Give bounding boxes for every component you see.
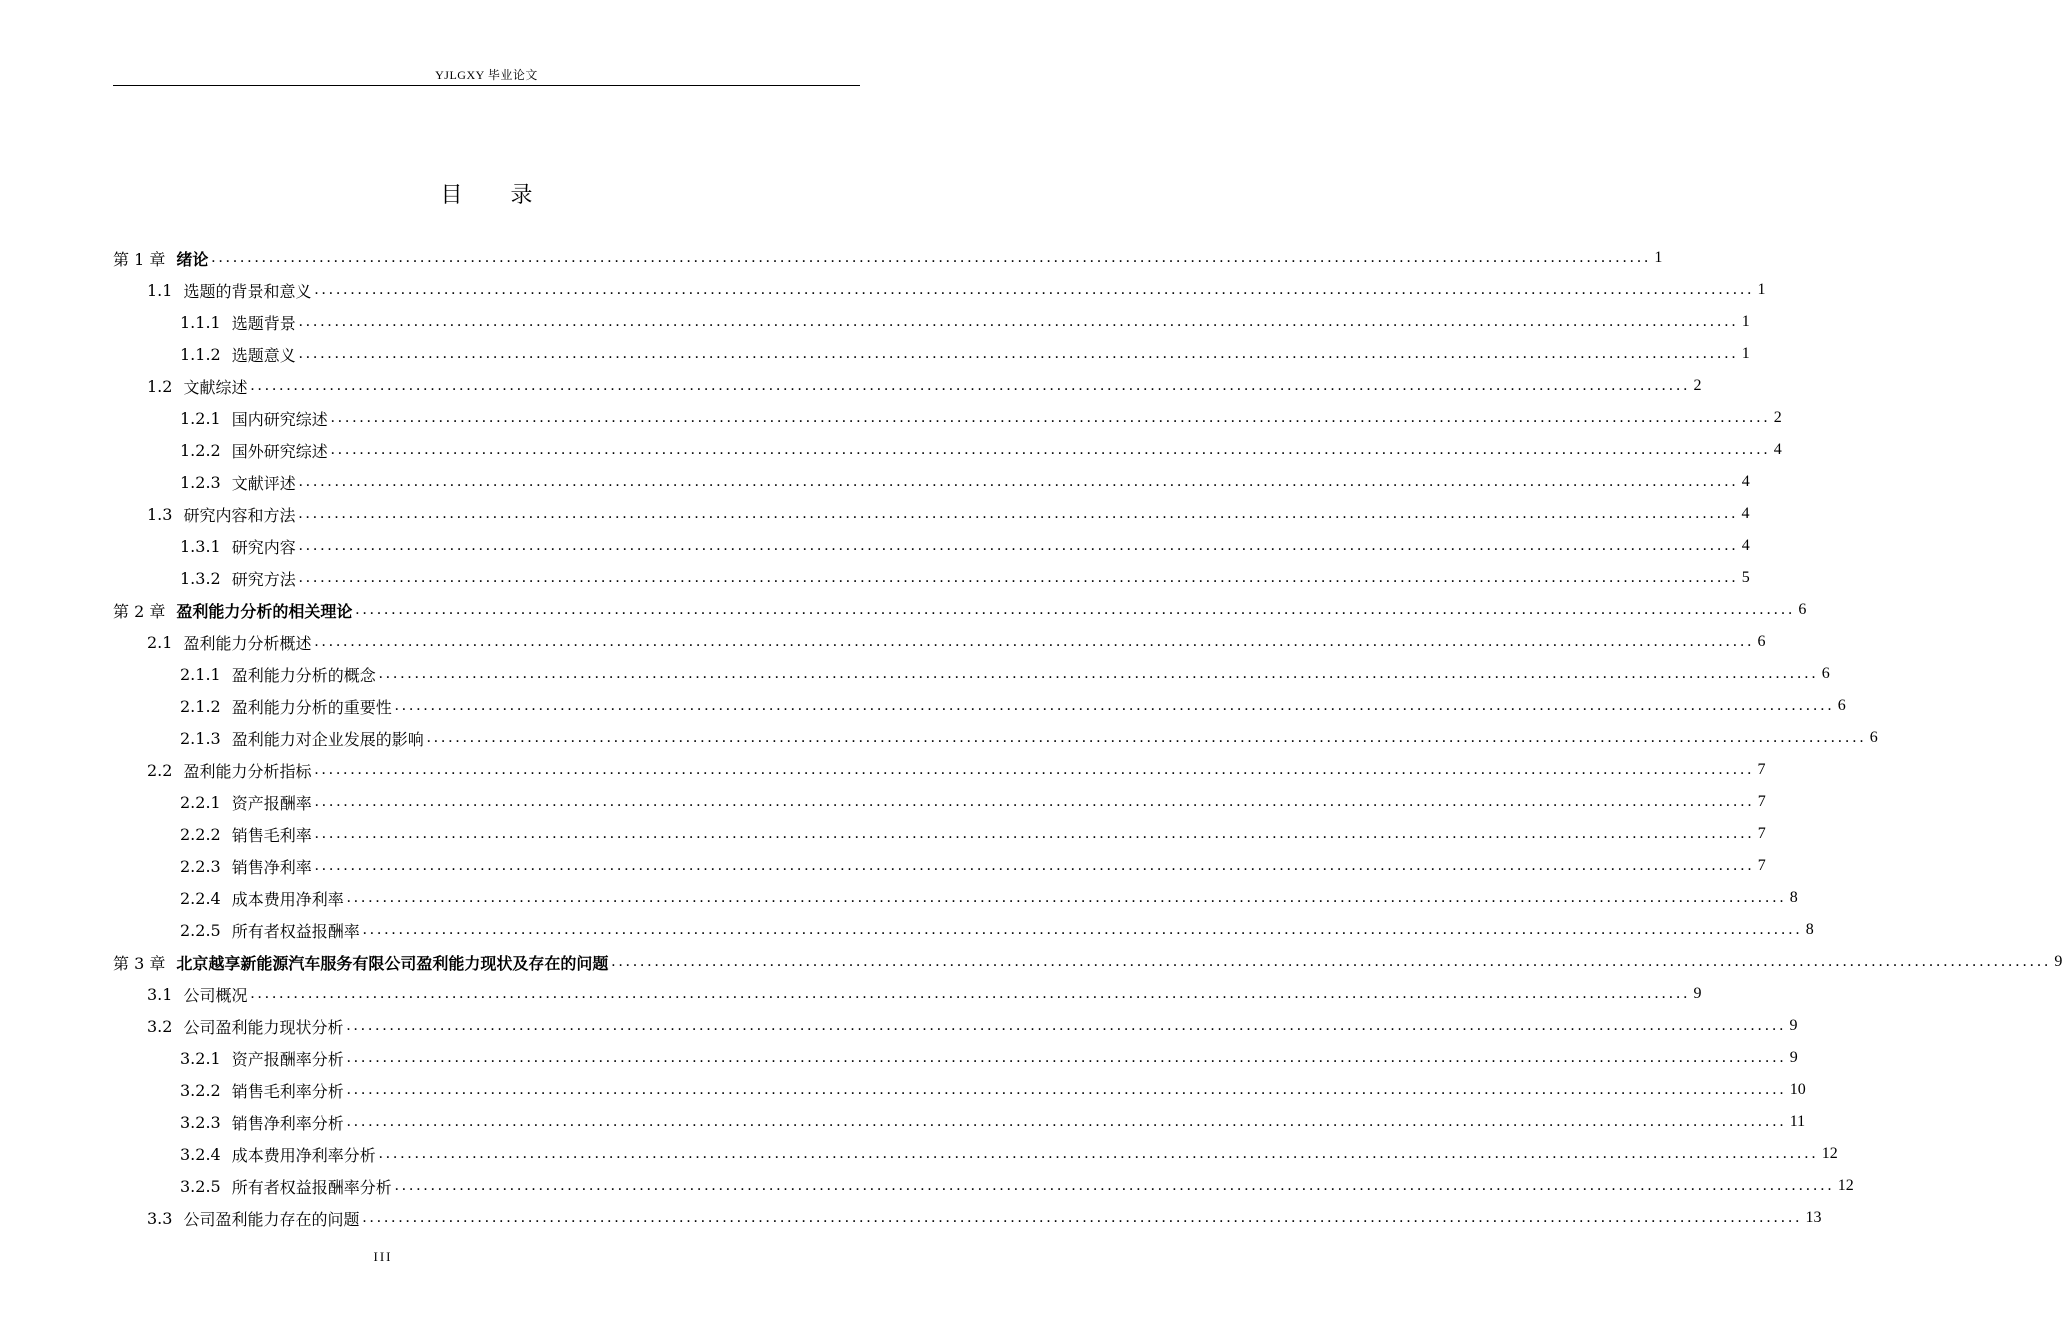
- toc-dot-leader: ........................................................................................................................................................................................................: [314, 633, 1755, 650]
- toc-entry-title: 盈利能力分析的相关理论: [176, 601, 353, 621]
- toc-entry-page: 6: [1821, 665, 1830, 682]
- toc-entry-number: 2.1.1: [180, 664, 221, 684]
- toc-entry-title: 盈利能力分析的概念: [231, 665, 376, 685]
- toc-entry[interactable]: [147, 1202, 1822, 1234]
- toc-entry[interactable]: [180, 1042, 1798, 1074]
- toc-entry-number: 第 2 章: [113, 601, 166, 621]
- toc-entry-number: 3.2.5: [180, 1176, 221, 1196]
- toc-entry[interactable]: [147, 626, 1766, 658]
- toc-entry-number: 第 1 章: [113, 249, 166, 269]
- toc-entry-title: 公司盈利能力存在的问题: [183, 1209, 360, 1229]
- toc-dot-leader: ........................................................................................................................................................................................................: [298, 569, 1739, 586]
- toc-entry-title: 选题意义: [231, 345, 296, 365]
- toc-entry-number: 1.3.2: [180, 568, 221, 588]
- toc-entry-title: 文献综述: [183, 377, 248, 397]
- toc-entry-number: 2.2: [147, 760, 173, 780]
- toc-entry-title: 资产报酬率分析: [231, 1049, 344, 1069]
- toc-dot-leader: ........................................................................................................................................................................................................: [362, 1209, 1803, 1226]
- toc-entry-number: 3.2: [147, 1016, 173, 1036]
- toc-entry-page: 12: [1837, 1177, 1854, 1194]
- toc-entry[interactable]: [147, 370, 1702, 402]
- toc-entry-page: 7: [1757, 793, 1766, 810]
- toc-entry-page: 6: [1798, 601, 1807, 618]
- toc-dot-leader: ........................................................................................................................................................................................................: [298, 505, 1739, 522]
- toc-entry[interactable]: [147, 754, 1766, 786]
- toc-entry[interactable]: [180, 530, 1750, 562]
- toc-dot-leader: ........................................................................................................................................................................................................: [346, 889, 1787, 906]
- toc-dot-leader: ........................................................................................................................................................................................................: [314, 857, 1755, 874]
- toc-dot-leader: ........................................................................................................................................................................................................: [314, 761, 1755, 778]
- toc-entry-title: 研究内容和方法: [183, 505, 296, 525]
- toc-dot-leader: ........................................................................................................................................................................................................: [394, 697, 1835, 714]
- toc-dot-leader: ........................................................................................................................................................................................................: [314, 281, 1755, 298]
- toc-entry[interactable]: [180, 1138, 1838, 1170]
- toc-entry[interactable]: [180, 1170, 1854, 1202]
- toc-entry-title: 公司概况: [183, 985, 248, 1005]
- toc-entry-page: 9: [2054, 953, 2062, 970]
- toc-entry-page: 11: [1789, 1113, 1806, 1130]
- title-char-1: 目: [440, 183, 463, 208]
- toc-entry[interactable]: [113, 946, 2062, 978]
- toc-dot-leader: ........................................................................................................................................................................................................: [298, 537, 1739, 554]
- toc-entry-number: 3.2.1: [180, 1048, 221, 1068]
- toc-entry-number: 2.2.5: [180, 920, 221, 940]
- toc-entry-title: 盈利能力分析指标: [183, 761, 312, 781]
- toc-entry-number: 1.1.1: [180, 312, 221, 332]
- toc-entry-number: 1.2.3: [180, 472, 221, 492]
- toc-entry-number: 3.3: [147, 1208, 173, 1228]
- toc-entry[interactable]: [113, 594, 1807, 626]
- toc-entry-title: 盈利能力分析概述: [183, 633, 312, 653]
- toc-dot-leader: ........................................................................................................................................................................................................: [298, 473, 1739, 490]
- toc-entry-number: 2.1.3: [180, 728, 221, 748]
- toc-entry[interactable]: [180, 722, 1878, 754]
- toc-entry-title: 盈利能力对企业发展的影响: [231, 729, 424, 749]
- toc-entry-page: 6: [1869, 729, 1878, 746]
- page-number: III: [373, 1249, 393, 1264]
- toc-entry-number: 2.2.1: [180, 792, 221, 812]
- toc-entry-number: 1.3: [147, 504, 173, 524]
- toc-entry-number: 1.1: [147, 280, 173, 300]
- toc-entry[interactable]: [147, 978, 1702, 1010]
- toc-entry[interactable]: [180, 1106, 1806, 1138]
- toc-entry-number: 第 3 章: [113, 953, 166, 973]
- toc-entry[interactable]: [147, 1010, 1798, 1042]
- toc-entry-page: 7: [1757, 857, 1766, 874]
- toc-entry-page: 1: [1741, 345, 1750, 362]
- toc-entry-title: 选题的背景和意义: [183, 281, 312, 301]
- toc-dot-leader: ........................................................................................................................................................................................................: [378, 665, 1819, 682]
- toc-entry-title: 研究内容: [231, 537, 296, 557]
- toc-entry-page: 5: [1741, 569, 1750, 586]
- toc-entry-page: 1: [1654, 249, 1663, 266]
- toc-entry[interactable]: [180, 786, 1766, 818]
- toc-dot-leader: ........................................................................................................................................................................................................: [250, 985, 1691, 1002]
- toc-entry[interactable]: [147, 498, 1750, 530]
- toc-entry-title: 成本费用净利率分析: [231, 1145, 376, 1165]
- toc-entry-title: 公司盈利能力现状分析: [183, 1017, 344, 1037]
- toc-entry-page: 12: [1821, 1145, 1838, 1162]
- toc-entry-page: 8: [1805, 921, 1814, 938]
- toc-entry-number: 1.2.1: [180, 408, 221, 428]
- toc-dot-leader: ........................................................................................................................................................................................................: [346, 1049, 1787, 1066]
- toc-dot-leader: ........................................................................................................................................................................................................: [426, 729, 1867, 746]
- toc-entry-number: 2.2.3: [180, 856, 221, 876]
- toc-dot-leader: ........................................................................................................................................................................................................: [330, 441, 1771, 458]
- toc-entry[interactable]: [180, 306, 1750, 338]
- toc-entry-page: 4: [1741, 473, 1750, 490]
- toc-entry-page: 4: [1741, 537, 1750, 554]
- toc-dot-leader: ........................................................................................................................................................................................................: [394, 1177, 1835, 1194]
- toc-entry-number: 2.1.2: [180, 696, 221, 716]
- toc-entry-title: 研究方法: [231, 569, 296, 589]
- toc-entry-page: 9: [1693, 985, 1702, 1002]
- toc-entry-page: 1: [1757, 281, 1766, 298]
- page-title: [113, 178, 860, 209]
- toc-entry-number: 1.3.1: [180, 536, 221, 556]
- toc-entry-title: 销售毛利率: [231, 825, 312, 845]
- toc-entry[interactable]: [180, 914, 1814, 946]
- toc-entry-number: 3.2.3: [180, 1112, 221, 1132]
- toc-entry[interactable]: [180, 562, 1750, 594]
- toc-entry[interactable]: [180, 850, 1766, 882]
- toc-entry-page: 10: [1789, 1081, 1806, 1098]
- toc-dot-leader: ........................................................................................................................................................................................................: [611, 953, 2052, 970]
- toc-dot-leader: ........................................................................................................................................................................................................: [314, 825, 1755, 842]
- toc-entry-page: 8: [1789, 889, 1798, 906]
- running-header: YJLGXY 毕业论文: [435, 68, 538, 82]
- toc-entry[interactable]: [180, 402, 1782, 434]
- toc-entry-number: 2.1: [147, 632, 173, 652]
- toc-entry-page: 4: [1741, 505, 1750, 522]
- toc-dot-leader: ........................................................................................................................................................................................................: [346, 1113, 1787, 1130]
- title-char-2: 录: [510, 183, 533, 208]
- toc-entry-title: 盈利能力分析的重要性: [231, 697, 392, 717]
- toc-entry[interactable]: [113, 242, 1663, 274]
- toc-entry[interactable]: [180, 338, 1750, 370]
- toc-entry-page: 7: [1757, 825, 1766, 842]
- toc-entry-number: 1.1.2: [180, 344, 221, 364]
- toc-entry[interactable]: [180, 818, 1766, 850]
- toc-entry[interactable]: [180, 434, 1782, 466]
- toc-entry-number: 2.2.4: [180, 888, 221, 908]
- toc-entry-title: 销售毛利率分析: [231, 1081, 344, 1101]
- toc-entry-page: 6: [1757, 633, 1766, 650]
- toc-entry[interactable]: [180, 466, 1750, 498]
- toc-entry-page: 7: [1757, 761, 1766, 778]
- toc-entry-page: 2: [1773, 409, 1782, 426]
- toc-entry-number: 2.2.2: [180, 824, 221, 844]
- toc-dot-leader: ........................................................................................................................................................................................................: [346, 1017, 1787, 1034]
- toc-entry-page: 4: [1773, 441, 1782, 458]
- toc-dot-leader: ........................................................................................................................................................................................................: [298, 313, 1739, 330]
- toc-entry-number: 3.2.4: [180, 1144, 221, 1164]
- toc-entry-page: 9: [1789, 1017, 1798, 1034]
- toc-entry-number: 1.2.2: [180, 440, 221, 460]
- toc-dot-leader: ........................................................................................................................................................................................................: [250, 377, 1691, 394]
- toc-entry[interactable]: [180, 882, 1798, 914]
- toc-entry-page: 2: [1693, 377, 1702, 394]
- toc-entry-page: 9: [1789, 1049, 1798, 1066]
- toc-entry-title: 北京越享新能源汽车服务有限公司盈利能力现状及存在的问题: [176, 953, 609, 973]
- toc-dot-leader: ........................................................................................................................................................................................................: [330, 409, 1771, 426]
- toc-entry-title: 成本费用净利率: [231, 889, 344, 909]
- toc-entry-title: 国外研究综述: [231, 441, 328, 461]
- toc-entry-title: 绪论: [176, 249, 209, 269]
- toc-entry[interactable]: [180, 690, 1846, 722]
- toc-entry-number: 3.2.2: [180, 1080, 221, 1100]
- toc-dot-leader: ........................................................................................................................................................................................................: [298, 345, 1739, 362]
- toc-dot-leader: ........................................................................................................................................................................................................: [211, 249, 1652, 266]
- toc-dot-leader: ........................................................................................................................................................................................................: [362, 921, 1803, 938]
- toc-entry-title: 文献评述: [231, 473, 296, 493]
- toc-entry[interactable]: [180, 658, 1830, 690]
- toc-entry-title: 销售净利率: [231, 857, 312, 877]
- toc-entry[interactable]: [180, 1074, 1806, 1106]
- toc-dot-leader: ........................................................................................................................................................................................................: [346, 1081, 1787, 1098]
- toc-entry-title: 销售净利率分析: [231, 1113, 344, 1133]
- toc-entry[interactable]: [147, 274, 1766, 306]
- toc-entry-title: 选题背景: [231, 313, 296, 333]
- toc-entry-page: 1: [1741, 313, 1750, 330]
- toc-entry-title: 国内研究综述: [231, 409, 328, 429]
- toc-dot-leader: ........................................................................................................................................................................................................: [314, 793, 1755, 810]
- toc-entry-page: 6: [1837, 697, 1846, 714]
- toc-entry-number: 3.1: [147, 984, 173, 1004]
- toc-entry-title: 资产报酬率: [231, 793, 312, 813]
- toc-entry-title: 所有者权益报酬率: [231, 921, 360, 941]
- toc-entry-page: 13: [1805, 1209, 1822, 1226]
- header-rule: [113, 85, 860, 86]
- toc-entry-number: 1.2: [147, 376, 173, 396]
- toc-dot-leader: ........................................................................................................................................................................................................: [355, 601, 1796, 618]
- toc-dot-leader: ........................................................................................................................................................................................................: [378, 1145, 1819, 1162]
- toc-entry-title: 所有者权益报酬率分析: [231, 1177, 392, 1197]
